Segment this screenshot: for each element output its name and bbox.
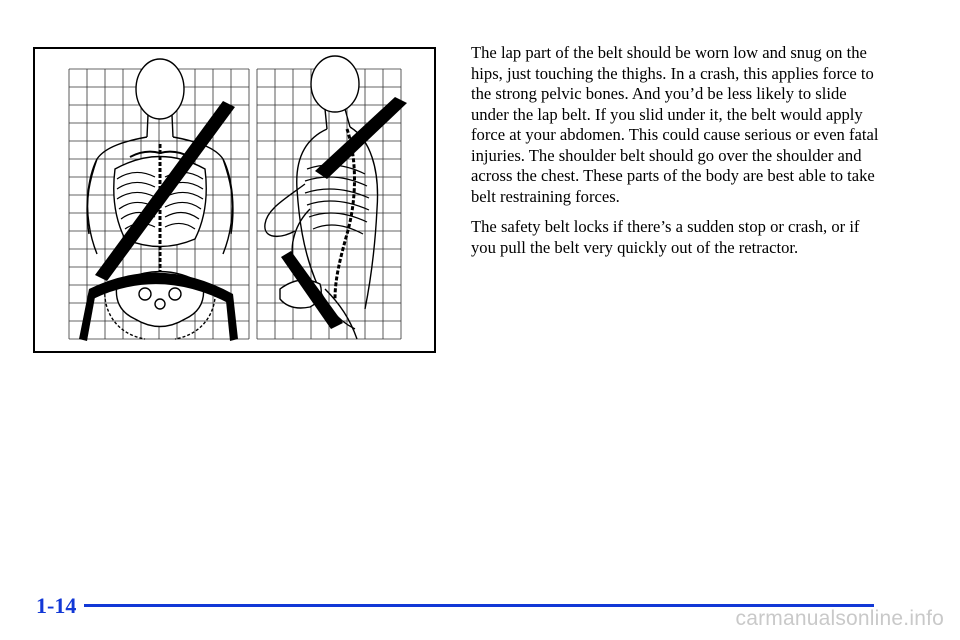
paragraph-lap-belt: The lap part of the belt should be worn low and snug on the hips, just touching the thighs. In a crash, this applies force to the strong pelvic bones. And you’d be less likely to slide under the lap belt. If you slid under it, the belt would apply force at your abdomen. This could cause serious or even fatal injuries. The shoulder belt should go over the shoulder and across the chest. These parts of the body are best able to take belt restraining forces. [471,43,879,206]
page-number: 1-14 [36,593,77,618]
watermark: carmanualsonline.info [735,607,944,630]
seatbelt-skeleton-illustration [35,49,434,351]
paragraph-belt-locks: The safety belt locks if there’s a sudden stop or crash, or if you pull the belt very quickly out of the retractor. [471,217,860,257]
seatbelt-illustration [33,47,436,353]
body-text [471,43,881,268]
